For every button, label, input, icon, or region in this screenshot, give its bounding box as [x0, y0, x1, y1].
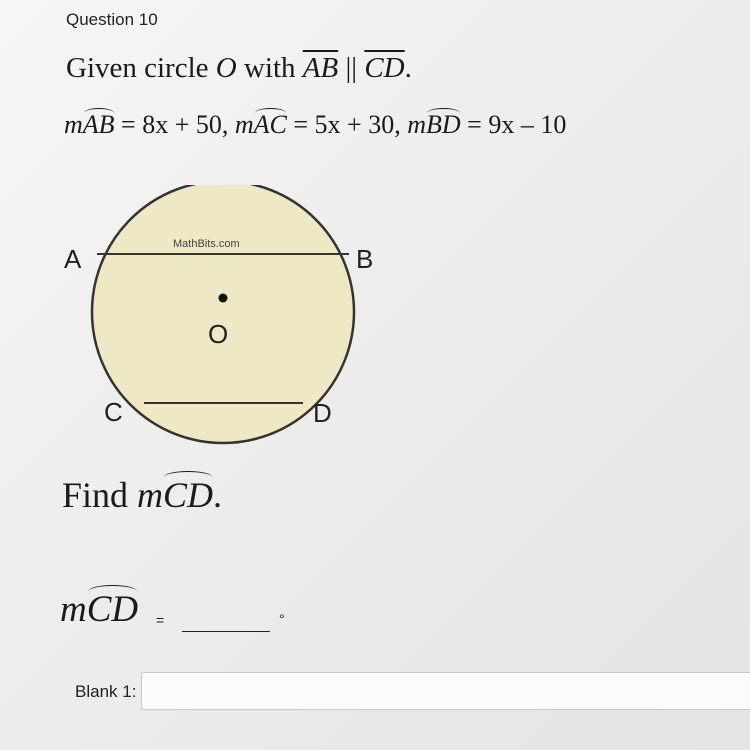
segment-ab: $\overline{AB}$: [302, 52, 339, 84]
find-period: .: [213, 475, 223, 515]
arc-bd-expression: = 9x – 10: [460, 110, 567, 139]
answer-arc-cd: CD: [86, 589, 139, 630]
watermark: MathBits.com: [173, 238, 240, 250]
answer-equals: =: [156, 612, 165, 628]
circle-diagram: [60, 185, 380, 445]
segment-cd: $\overline{CD}$: [364, 52, 405, 84]
arc-measures: [64, 110, 566, 140]
label-c: C: [104, 397, 123, 427]
answer-m: m: [60, 589, 87, 630]
answer-expression: [60, 588, 138, 631]
arc-ac-expression: = 5x + 30,: [286, 110, 408, 139]
arc-ac-m: m: [234, 110, 254, 139]
blank-1-label: Blank 1:: [75, 682, 137, 701]
question-label: Question 10: [66, 10, 158, 29]
find-prompt: [62, 474, 222, 516]
find-text: Find: [62, 475, 138, 515]
answer-blank-line: [182, 631, 270, 632]
center-point: [219, 294, 228, 303]
label-o: O: [208, 319, 229, 349]
given-with: with: [236, 52, 303, 84]
arc-ab-label: AB: [82, 110, 115, 139]
parallel-symbol: ||: [338, 52, 365, 84]
find-m: m: [137, 475, 164, 515]
label-a: A: [64, 244, 82, 274]
label-d: D: [313, 398, 332, 428]
degree-symbol: °: [279, 611, 285, 627]
arc-bd-m: m: [407, 110, 426, 139]
given-statement: [66, 52, 412, 85]
label-b: B: [356, 244, 374, 274]
arc-bd-label: BD: [426, 110, 461, 139]
circle-name: O: [215, 52, 237, 84]
blank-1-input[interactable]: [141, 672, 750, 710]
given-prefix: Given circle: [66, 52, 216, 84]
given-period: .: [404, 52, 412, 84]
find-arc-cd: CD: [163, 475, 214, 515]
arc-ab-expression: = 8x + 50,: [114, 110, 235, 139]
arc-ab-m: m: [64, 110, 83, 139]
arc-ac-label: AC: [253, 110, 287, 139]
